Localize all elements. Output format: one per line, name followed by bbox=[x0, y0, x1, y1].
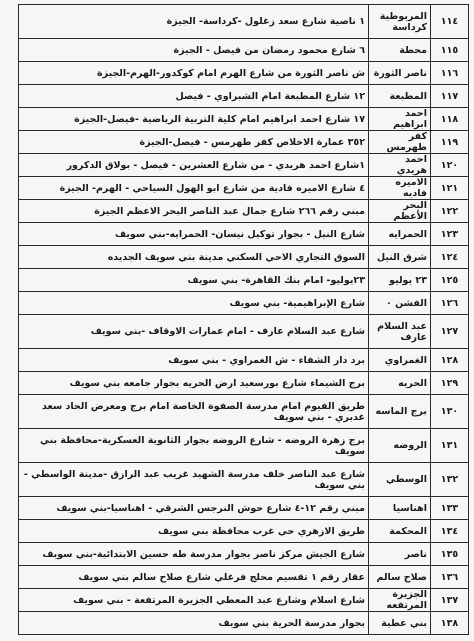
branch-address: برج الشيماء شارع بورسعيد ارض الحريه بجوار جامعه بني سويف bbox=[19, 372, 369, 395]
branch-name: الجزيرة المرتفعه bbox=[369, 589, 431, 612]
row-number: ١٣٦ bbox=[431, 566, 469, 589]
branch-address: ١٧ شارع احمد ابراهيم امام كلية التربية الرياضية -فيصل-الجيزة bbox=[19, 108, 369, 131]
table-row bbox=[19, 200, 469, 223]
branch-name: احمد ابراهيم bbox=[369, 108, 431, 131]
branch-name: الوسطي bbox=[369, 463, 431, 497]
table-row bbox=[19, 223, 469, 246]
branch-name: برج الماسه bbox=[369, 395, 431, 429]
table-row bbox=[19, 349, 469, 372]
branch-table-body bbox=[19, 5, 469, 635]
branch-address: طريق الفيوم امام مدرسة الصفوة الخاصة امام برج ومعرض الحاد سعد غدبري - بني سويف bbox=[19, 395, 369, 429]
table-row bbox=[19, 131, 469, 154]
table-row bbox=[19, 108, 469, 131]
row-number: ١٢٢ bbox=[431, 200, 469, 223]
row-number: ١١٥ bbox=[431, 39, 469, 62]
branch-name: الحمرايه bbox=[369, 223, 431, 246]
row-number: ١١٩ bbox=[431, 131, 469, 154]
table-row bbox=[19, 177, 469, 200]
row-number: ١٣٧ bbox=[431, 589, 469, 612]
table-row bbox=[19, 154, 469, 177]
branch-name: عبد السلام عارف bbox=[369, 315, 431, 349]
table-row bbox=[19, 463, 469, 497]
branch-address: ١شارع احمد هريدي - من شارع العشرين - فيصل - بولاق الدكرور bbox=[19, 154, 369, 177]
branch-name: ٢٣ يوليو bbox=[369, 269, 431, 292]
table-row bbox=[19, 246, 469, 269]
branch-address: مبني رقم ١٢-٤ شارع حوش النرجس الشرقي - اهناسيا-بني سويف bbox=[19, 497, 369, 520]
row-number: ١٣٤ bbox=[431, 520, 469, 543]
row-number: ١٢١ bbox=[431, 177, 469, 200]
branch-name: ناصر الثورة bbox=[369, 62, 431, 85]
row-number: ١١٦ bbox=[431, 62, 469, 85]
table-row bbox=[19, 62, 469, 85]
table-row bbox=[19, 5, 469, 39]
branch-address: شارع الجيش مركز ناصر بجوار مدرسة طه حسين الابتدائية-بني سويف bbox=[19, 543, 369, 566]
table-row bbox=[19, 589, 469, 612]
table-row bbox=[19, 372, 469, 395]
row-number: ١١٨ bbox=[431, 108, 469, 131]
table-row bbox=[19, 520, 469, 543]
branch-name: الغمراوي bbox=[369, 349, 431, 372]
row-number: ١٢٤ bbox=[431, 246, 469, 269]
branch-name: كفر طهرمس bbox=[369, 131, 431, 154]
table-row bbox=[19, 612, 469, 635]
branch-address: ٢٣يوليو- امام بنك القاهرة- بني سويف bbox=[19, 269, 369, 292]
branch-address: شارع عبد السلام عارف - امام عمارات الاوقاف -بني سويف bbox=[19, 315, 369, 349]
table-row bbox=[19, 497, 469, 520]
branch-name: احمد هريدي bbox=[369, 154, 431, 177]
row-number: ١٣٨ bbox=[431, 612, 469, 635]
row-number: ١٣١ bbox=[431, 429, 469, 463]
table-row bbox=[19, 269, 469, 292]
branch-address: ٤ شارع الاميره فادية من شارع ابو الهول السياحي - الهرم- الجيزة bbox=[19, 177, 369, 200]
row-number: ١٣٠ bbox=[431, 395, 469, 429]
row-number: ١٢٣ bbox=[431, 223, 469, 246]
branch-address: بجوار مدرسة الحرية بني سويف bbox=[19, 612, 369, 635]
table-row bbox=[19, 395, 469, 429]
table-row bbox=[19, 315, 469, 349]
row-number: ١٢٠ bbox=[431, 154, 469, 177]
branch-name: شرق النيل bbox=[369, 246, 431, 269]
branch-address: ١ ناصية شارع سعد زغلول -كرداسة- الجيزة bbox=[19, 5, 369, 39]
branch-address: مبني رقم ٢٦٦ شارع جمال عبد الناصر البحر الاعظم الجيزة bbox=[19, 200, 369, 223]
branch-address: برد دار الشفاء - ش الغمراوي - بني سويف bbox=[19, 349, 369, 372]
branch-name: الحريه bbox=[369, 372, 431, 395]
row-number: ١٣٣ bbox=[431, 497, 469, 520]
row-number: ١٢٨ bbox=[431, 349, 469, 372]
row-number: ١٢٩ bbox=[431, 372, 469, 395]
row-number: ١١٤ bbox=[431, 5, 469, 39]
branch-name: الاميره فاديه bbox=[369, 177, 431, 200]
row-number: ١٢٦ bbox=[431, 292, 469, 315]
branch-address: شارع عبد الناصر خلف مدرسة الشهيد غريب عبد الرازق -مدينة الواسطي - بني سويف bbox=[19, 463, 369, 497]
table-row bbox=[19, 292, 469, 315]
branch-address: برج زهرة الروضه - شارع الروضه بجوار الثانوية العسكرية-محافظة بني سويف bbox=[19, 429, 369, 463]
branch-address: عقار رقم ١ تقسيم محلج فرغلي شارع صلاح سالم بني سويف bbox=[19, 566, 369, 589]
branch-address: ١٢ شارع المطبعة امام الشبراوي - فيصل bbox=[19, 85, 369, 108]
branch-address: ش ناصر الثورة من شارع الهرم امام كوكدور-الهرم-الجيزة bbox=[19, 62, 369, 85]
branch-name: بني عطية bbox=[369, 612, 431, 635]
branch-table bbox=[18, 4, 469, 635]
row-number: ١٣٢ bbox=[431, 463, 469, 497]
branch-address: طريق الازهري حي غرب محافظة بني سويف bbox=[19, 520, 369, 543]
branch-name: ناصر bbox=[369, 543, 431, 566]
branch-address: السوق التجاري الاحي السكني مدينة بني سويف الجديده bbox=[19, 246, 369, 269]
branch-address: شارع النيل - بجوار توكيل نيسان- الحمرايه-بني سويف bbox=[19, 223, 369, 246]
branch-name: الروضه bbox=[369, 429, 431, 463]
branch-name: صلاح سالم bbox=[369, 566, 431, 589]
branch-address: شارع الإبراهيمية- بني سويف bbox=[19, 292, 369, 315]
branch-address: ٦ شارع محمود رمضان من فيصل - الجيزة bbox=[19, 39, 369, 62]
table-row bbox=[19, 543, 469, 566]
row-number: ١٣٥ bbox=[431, 543, 469, 566]
table-row bbox=[19, 429, 469, 463]
row-number: ١١٧ bbox=[431, 85, 469, 108]
branch-name: المربوطية كرداسة bbox=[369, 5, 431, 39]
row-number: ١٢٥ bbox=[431, 269, 469, 292]
branch-name: البحر الأعظم bbox=[369, 200, 431, 223]
branch-name: المطبعة bbox=[369, 85, 431, 108]
table-row bbox=[19, 85, 469, 108]
branch-name: الفشن ٠ bbox=[369, 292, 431, 315]
branch-address: ٣٥٢ عمارة الاخلاص كفر طهرمس - فيصل-الجيزة bbox=[19, 131, 369, 154]
branch-name: المحكمة bbox=[369, 520, 431, 543]
table-row bbox=[19, 39, 469, 62]
branch-name: محطة bbox=[369, 39, 431, 62]
branch-address: شارع اسلام وشارع عبد المعطي الجزيرة المرتفعة - بني سويف bbox=[19, 589, 369, 612]
row-number: ١٢٧ bbox=[431, 315, 469, 349]
table-row bbox=[19, 566, 469, 589]
branch-name: اهناسيا bbox=[369, 497, 431, 520]
